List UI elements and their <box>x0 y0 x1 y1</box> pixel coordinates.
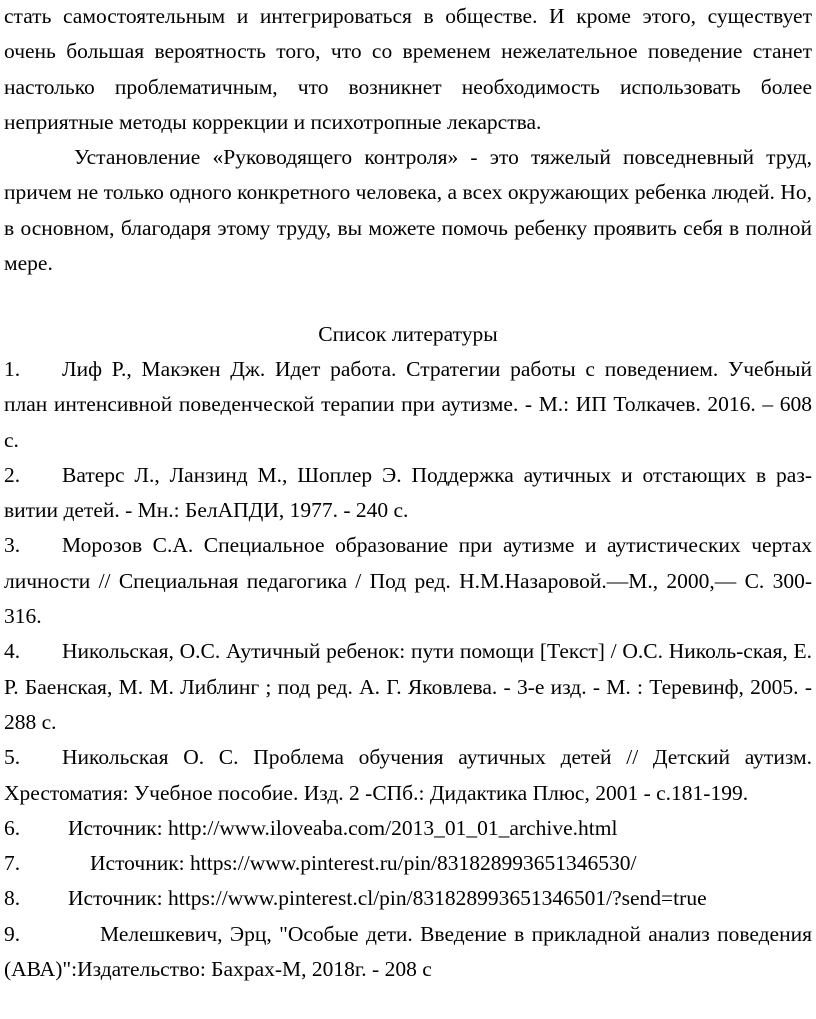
reference-text: Ватерс Л., Ланзинд М., Шоплер Э. Поддержка аутичных и отстающих в раз-витии детей. - Мн.: БелАПДИ, 1977. - 240 с. <box>4 462 812 523</box>
reference-text: Лиф Р., Макэкен Дж. Идет работа. Стратегии работы с поведением. Учебный план интенсивной поведенческой терапии при аутизме. - М.: ИП Толкачев. 2016. – 608 с. <box>4 356 812 452</box>
reference-number: 7. <box>4 851 21 876</box>
reference-text: Морозов С.А. Специальное образование при аутизме и аутистических чертах личности // Специальная педагогика / Под ред. Н.М.Назаровой.—М., 2000,— С. 300-316. <box>4 533 812 629</box>
reference-number: 8. <box>4 886 21 911</box>
reference-number: 4. <box>4 639 21 664</box>
reference-text: Источник: https://www.pinterest.ru/pin/831828993651346530/ <box>90 851 637 876</box>
paragraph-spacer <box>4 281 812 316</box>
reference-item <box>4 740 812 811</box>
reference-item <box>4 917 812 988</box>
reference-number: 3. <box>4 533 21 558</box>
reference-item <box>4 846 812 881</box>
reference-text: Источник: http://www.iloveaba.com/2013_01_01_archive.html <box>68 815 618 840</box>
body-paragraph: Установление «Руководящего контроля» - это тяжелый повседневный труд, причем не только одного конкретного человека, а всех окружающих ребенка людей. Но, в основном, благодаря этому труду, вы можете помочь ребенку проявить себя в полной мере. <box>4 145 812 276</box>
reference-number: 2. <box>4 462 21 487</box>
reference-item <box>4 634 812 740</box>
reference-text: Никольская, О.С. Аутичный ребенок: пути помощи [Текст] / О.С. Николь-ская, Е. Р. Баенская, М. М. Либлинг ; под ред. А. Г. Яковлева. - 3-е изд. - М. : Теревинф, 2005. - 288 с. <box>4 639 812 734</box>
body-paragraph: стать самостоятельным и интегрироваться в обществе. И кроме этого, существует очень большая вероятность того, что со временем нежелательное поведение станет настолько проблематичным, что возникнет необходимость использовать более неприятные методы коррекции и психотропные лекарства. <box>4 4 812 134</box>
reference-item <box>4 528 812 634</box>
reference-item <box>4 458 812 529</box>
reference-item <box>4 881 812 916</box>
reference-number: 9. <box>4 921 21 946</box>
reference-number: 5. <box>4 745 21 770</box>
reference-text: Источник: https://www.pinterest.cl/pin/831828993651346501/?send=true <box>68 886 707 911</box>
references-title: Список литературы <box>318 321 498 346</box>
reference-item <box>4 811 812 846</box>
reference-text: Никольская О. С. Проблема обучения аутичных детей // Детский аутизм. Хрестоматия: Учебное пособие. Изд. 2 -СПб.: Дидактика Плюс, 2001 - с.181-199. <box>4 745 812 805</box>
reference-text: Мелешкевич, Эрц, "Особые дети. Введение в прикладной анализ поведения (АВА)":Издательство: Бахрах-М, 2018г. - 208 с <box>4 921 812 982</box>
reference-item <box>4 352 812 458</box>
reference-number: 6. <box>4 815 21 840</box>
document-content <box>4 0 812 987</box>
reference-number: 1. <box>4 356 21 381</box>
